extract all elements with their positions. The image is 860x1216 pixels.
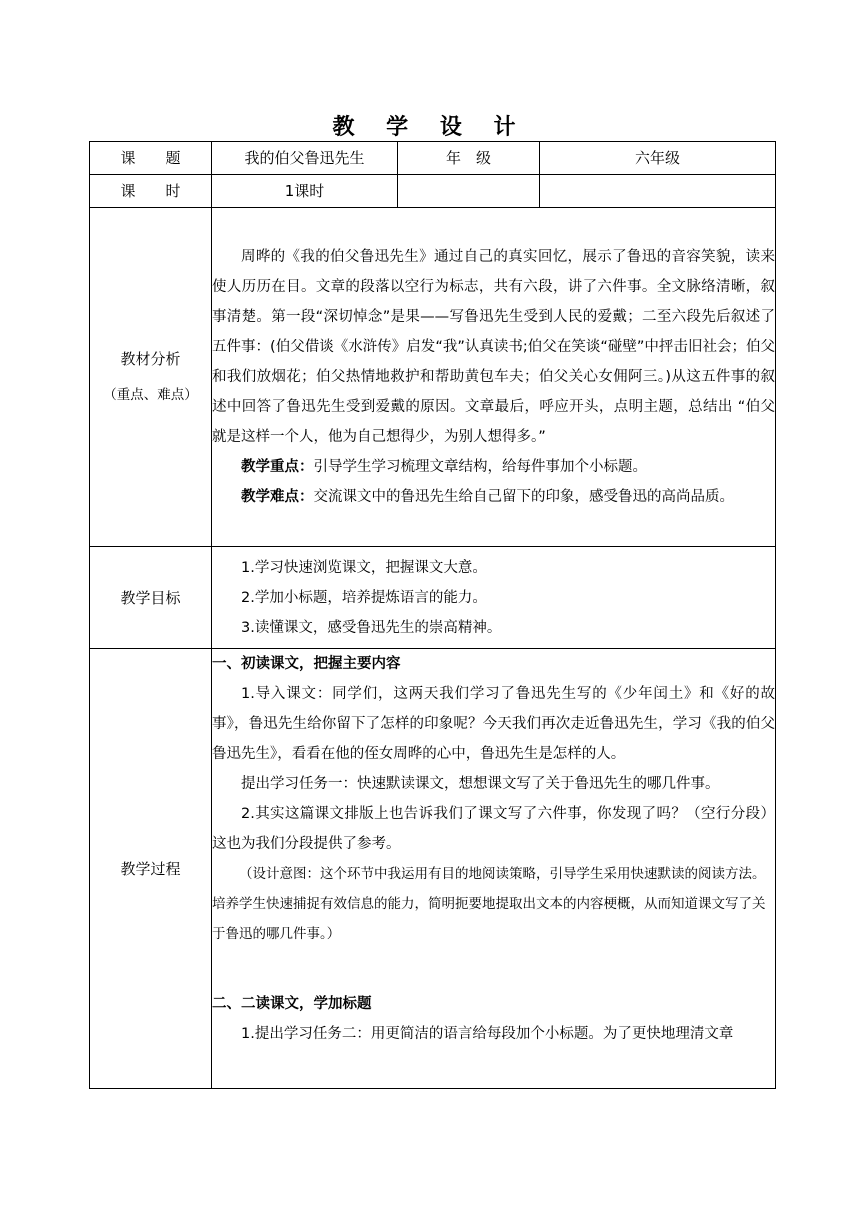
process-content: [212, 649, 776, 1089]
goals-content: [212, 547, 776, 649]
process-paragraph: 2.其实这篇课文排版上也告诉我们了课文写了六件事，你发现了吗？（空行分段）这也为我们分段提供了参考。: [212, 806, 775, 852]
process-paragraph: 1.导入课文：同学们，这两天我们学习了鲁迅先生写的《少年闰土》和《好的故事》，鲁迅先生给你留下了怎样的印象呢？今天我们再次走近鲁迅先生，学习《我的伯父鲁迅先生》，看看在他的侄女周晔的心中，鲁迅先生是怎样的人。: [212, 686, 775, 762]
analysis-content: [212, 208, 776, 547]
difficulty-point: [212, 482, 775, 512]
goal-item: 3.读懂课文，感受鲁迅先生的崇高精神。: [241, 619, 502, 636]
period-value: 1课时: [212, 175, 398, 208]
process-paragraph: 1.提出学习任务二：用更简洁的语言给每段加个小标题。为了更快地理清文章: [241, 1026, 734, 1042]
analysis-row: [90, 208, 776, 547]
key-point-text: 引导学生学习梳理文章结构，给每件事加个小标题。: [313, 459, 647, 475]
goal-item: 2.学加小标题，培养提炼语言的能力。: [241, 589, 487, 606]
analysis-paragraph: 周晔的《我的伯父鲁迅先生》通过自己的真实回忆，展示了鲁迅的音容笑貌，读来使人历历在目。文章的段落以空行为标志，共有六段，讲了六件事。全文脉络清晰，叙事清楚。第一段“深切悼念”是果——写鲁迅先生受到人民的爱戴；二至六段先后叙述了五件事：(伯父借谈《水浒传》启发“我”认真读书;伯父在笑谈“碰壁”中抨击旧社会；伯父和我们放烟花；伯父热情地救护和帮助黄包车夫；伯父关心女佣阿三。)从这五件事的叙述中回答了鲁迅先生受到爱戴的原因。文章最后，呼应开头，点明主题，总结出 “伯父就是这样一个人，他为自己想得少，为别人想得多。”: [212, 249, 775, 445]
topic-value: 我的伯父鲁迅先生: [212, 142, 398, 175]
section1-title: 一、初读课文，把握主要内容: [212, 656, 401, 672]
topic-label: 课 题: [90, 142, 212, 175]
period-label: 课 时: [90, 175, 212, 208]
key-point-label: 教学重点：: [241, 459, 314, 475]
empty-cell: [398, 175, 540, 208]
process-row: [90, 649, 776, 1089]
goals-row: [90, 547, 776, 649]
process-paragraph: 提出学习任务一：快速默读课文，想想课文写了关于鲁迅先生的哪几件事。: [241, 776, 720, 792]
goals-label: 教学目标: [90, 547, 212, 649]
process-label: 教学过程: [90, 649, 212, 1089]
difficulty-label: 教学难点：: [241, 489, 314, 505]
analysis-label: 教材分析: [120, 350, 181, 368]
goal-item: 1.学习快速浏览课文，把握课文大意。: [241, 559, 487, 576]
analysis-sublabel: （重点、难点）: [103, 387, 198, 403]
empty-cell: [540, 175, 776, 208]
period-row: [90, 175, 776, 208]
lesson-plan-table: [89, 141, 776, 1089]
difficulty-text: 交流课文中的鲁迅先生给自己留下的印象，感受鲁迅的高尚品质。: [313, 489, 734, 505]
spacer: [212, 949, 775, 989]
grade-label: 年 级: [398, 142, 540, 175]
key-point: [212, 452, 775, 482]
grade-value: 六年级: [540, 142, 776, 175]
document-title: 教 学 设 计: [332, 114, 528, 140]
analysis-label-cell: [90, 208, 212, 547]
section2-title: 二、二读课文，学加标题: [212, 996, 372, 1012]
design-note: （设计意图：这个环节中我运用有目的地阅读策略，引导学生采用快速默读的阅读方法。培养学生快速捕捉有效信息的能力，简明扼要地提取出文本的内容梗概，从而知道课文写了关于鲁迅的哪几件事。）: [212, 866, 766, 942]
topic-row: [90, 142, 776, 175]
